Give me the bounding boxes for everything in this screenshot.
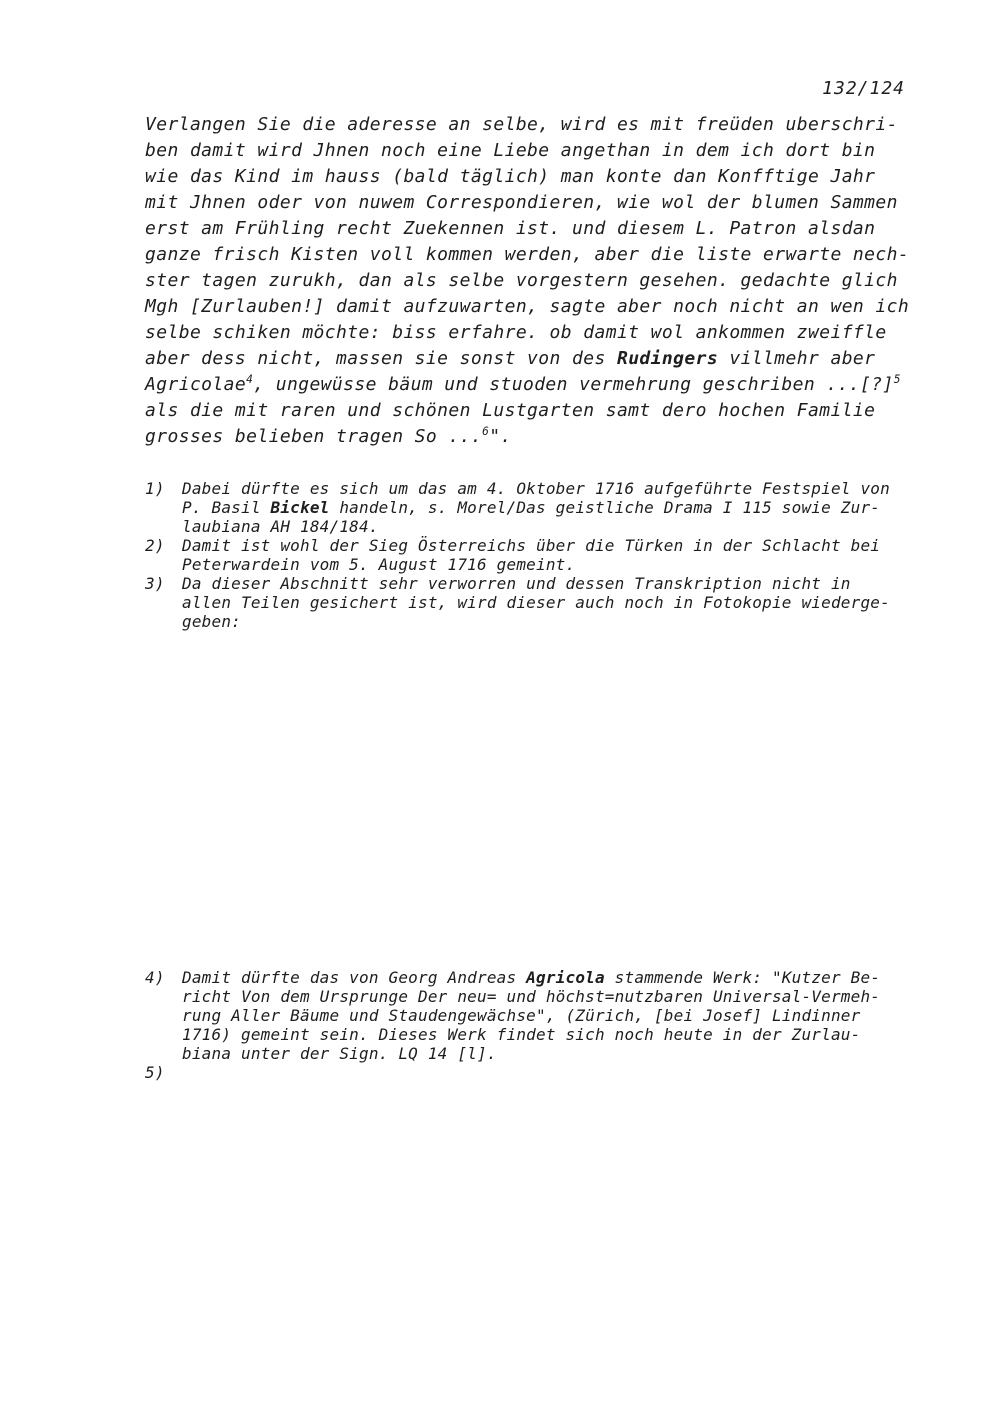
bold-text-run: Bickel (270, 498, 330, 517)
footnote (145, 968, 945, 1063)
footnote-number: 1) (145, 479, 165, 498)
text-line (182, 968, 945, 987)
text-run: grosses belieben tragen So ... (145, 426, 483, 447)
text-line (145, 112, 945, 138)
footnote (145, 479, 945, 536)
text-run: selbe schiken möchte: biss erfahre. ob damit wol ankommen zweiffle (145, 322, 887, 343)
text-run: geben: (182, 612, 241, 631)
text-run: Verlangen Sie die aderesse an selbe, wird es mit freüden uberschri- (145, 114, 898, 135)
text-line (145, 268, 945, 294)
text-run: ". (489, 426, 512, 447)
text-line (145, 424, 945, 450)
text-run: biana unter der Sign. LQ 14 [l]. (182, 1044, 497, 1063)
text-line (182, 498, 945, 517)
text-line (145, 346, 945, 372)
text-run: ster tagen zurukh, dan als selbe vorgestern gesehen. gedachte glich (145, 270, 898, 291)
text-run: villmehr aber (718, 348, 876, 369)
text-line (145, 242, 945, 268)
text-run: richt Von dem Ursprunge Der neu= und höchst=nutzbaren Universal-Vermeh- (182, 987, 881, 1006)
footnote-body (182, 968, 945, 1063)
bold-text-run: Agricola (526, 968, 605, 987)
footnote-number: 2) (145, 536, 165, 555)
text-run: , ungewüsse bäum und stuoden vermehrung geschriben ...[?] (253, 374, 894, 395)
text-line (182, 517, 945, 536)
text-line (182, 479, 945, 498)
text-line (145, 138, 945, 164)
text-run: aber dess nicht, massen sie sonst von des (145, 348, 617, 369)
text-run: stammende Werk: "Kutzer Be- (604, 968, 881, 987)
page-number: 132/124 (822, 78, 905, 99)
text-run: Damit dürfte das von Georg Andreas (182, 968, 527, 987)
text-run: allen Teilen gesichert ist, wird dieser auch noch in Fotokopie wiederge- (182, 593, 890, 612)
text-line (182, 574, 945, 593)
text-line (182, 593, 945, 612)
text-run: ben damit wird Jhnen noch eine Liebe angethan in dem ich dort bin (145, 140, 876, 161)
text-line (145, 294, 945, 320)
text-line (182, 612, 945, 631)
photocopy-placeholder (145, 640, 945, 965)
footnote-body (182, 479, 945, 536)
superscript-ref: 6 (482, 425, 490, 438)
superscript-ref: 5 (893, 373, 901, 386)
footnote-body (182, 1063, 945, 1082)
text-line (182, 1006, 945, 1025)
footnotes-bottom-block (145, 968, 945, 1082)
text-line (145, 398, 945, 424)
text-run: Damit ist wohl der Sieg Österreichs über die Türken in der Schlacht bei (182, 536, 881, 555)
text-run: mit Jhnen oder von nuwem Correspondieren, wie wol der blumen Sammen (145, 192, 898, 213)
text-line (182, 1044, 945, 1063)
footnotes-top-block (145, 479, 945, 631)
text-line (145, 372, 945, 398)
text-run: P. Basil (182, 498, 271, 517)
footnote (145, 536, 945, 574)
text-line (182, 536, 945, 555)
text-run: Dabei dürfte es sich um das am 4. Oktober 1716 aufgeführte Festspiel von (182, 479, 890, 498)
text-run: Agricolae (145, 374, 247, 395)
superscript-ref: 4 (246, 373, 254, 386)
text-run: als die mit raren und schönen Lustgarten samt dero hochen Familie (145, 400, 876, 421)
text-line (145, 190, 945, 216)
text-run: handeln, s. Morel/Das geistliche Drama I 115 sowie Zur- (329, 498, 881, 517)
text-line (182, 1025, 945, 1044)
bold-text-run: Rudingers (616, 348, 719, 369)
footnote-number: 5) (145, 1063, 165, 1082)
footnote-number: 3) (145, 574, 165, 593)
text-line (145, 320, 945, 346)
text-line (182, 987, 945, 1006)
footnote (145, 574, 945, 631)
text-run: laubiana AH 184/184. (182, 517, 379, 536)
main-text-block (145, 112, 945, 450)
text-run: wie das Kind im hauss (bald täglich) man konte dan Konfftige Jahr (145, 166, 876, 187)
text-run: Peterwardein vom 5. August 1716 gemeint. (182, 555, 576, 574)
text-run: Mgh [Zurlauben!] damit aufzuwarten, sagte aber noch nicht an wen ich (145, 296, 910, 317)
text-run: ganze frisch Kisten voll kommen werden, aber die liste erwarte nech- (145, 244, 910, 265)
text-run: Da dieser Abschnitt sehr verworren und dessen Transkription nicht in (182, 574, 851, 593)
text-line (182, 555, 945, 574)
text-run: erst am Frühling recht Zuekennen ist. und diesem L. Patron alsdan (145, 218, 876, 239)
text-run: 1716) gemeint sein. Dieses Werk findet sich noch heute in der Zurlau- (182, 1025, 861, 1044)
footnote-body (182, 536, 945, 574)
text-line (145, 164, 945, 190)
footnote-body (182, 574, 945, 631)
text-line (145, 216, 945, 242)
text-run: rung Aller Bäume und Staudengewächse", (Zürich, [bei Josef] Lindinner (182, 1006, 861, 1025)
footnote-number: 4) (145, 968, 165, 987)
footnote (145, 1063, 945, 1082)
